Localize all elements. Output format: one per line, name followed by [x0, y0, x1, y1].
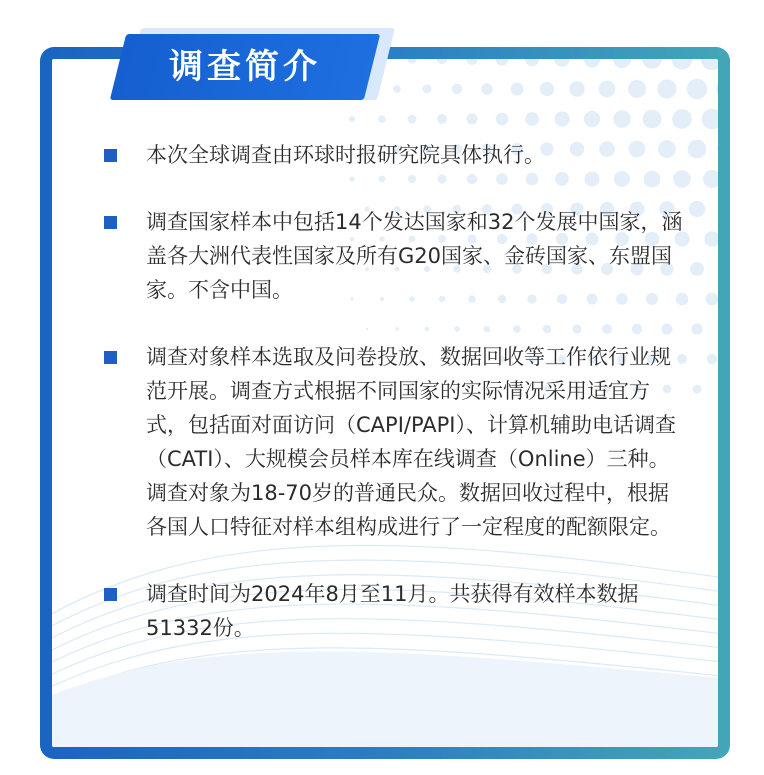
decor-dot — [691, 323, 702, 334]
decor-dot — [511, 83, 524, 96]
decor-dot — [452, 84, 462, 94]
decor-dot — [393, 85, 401, 93]
list-item-text: 调查国家样本中包括14个发达国家和32个发展中国家，涵盖各大洲代表性国家及所有G20国家、金砖国家、东盟国家。不含中国。 — [146, 210, 683, 302]
decor-dot — [707, 354, 717, 364]
decor-dot — [525, 112, 539, 126]
decor-dot — [496, 113, 509, 126]
title-tab — [118, 22, 386, 100]
decor-dot — [643, 110, 662, 129]
decor-dot — [688, 140, 707, 159]
decor-dot — [525, 59, 539, 66]
decor-dot — [672, 59, 693, 69]
decor-dot — [717, 139, 718, 158]
decor-dot — [693, 385, 702, 394]
decor-dot — [690, 262, 704, 276]
list-item-text: 调查时间为2024年8月至11月。共获得有效样本数据51332份。 — [146, 582, 639, 640]
list-item — [104, 340, 684, 544]
decor-dot — [378, 115, 385, 122]
list-item — [104, 205, 684, 307]
square-bullet-icon — [104, 149, 117, 162]
decor-dot — [437, 59, 447, 64]
page-title: 调查简介 — [169, 47, 321, 87]
decor-dot — [703, 170, 718, 188]
decor-dot — [481, 83, 493, 95]
decor-dot — [554, 111, 569, 126]
decor-dot — [702, 109, 718, 129]
decor-dot — [628, 80, 646, 98]
decor-dot — [407, 59, 416, 64]
list-item — [104, 138, 684, 172]
square-bullet-icon — [104, 216, 117, 229]
bullet-list — [104, 138, 684, 678]
decor-dot — [437, 114, 447, 124]
square-bullet-icon — [104, 351, 117, 364]
decor-dot — [408, 115, 417, 124]
list-item — [104, 577, 684, 645]
decor-dot — [672, 109, 692, 129]
decor-dot — [423, 85, 432, 94]
decor-dot — [704, 231, 718, 246]
decor-dot — [584, 111, 600, 127]
decor-dot — [599, 81, 616, 98]
list-item-text: 调查对象样本选取及问卷投放、数据回收等工作依行业规范开展。调查方式根据不同国家的实际情况采用适宜方式，包括面对面访问（CAPI/PAPI）、计算机辅助电话调查（CATI）、大规模会员样本库在线调查（Online）三种。调查对象为18-70岁的普通民众。数据回收过程中，根据各国人口特征对样本组构成进行了一定程度的配额限定。 — [146, 345, 677, 539]
decor-dot — [349, 116, 355, 122]
decor-dot — [466, 59, 478, 65]
decor-dot — [554, 59, 570, 67]
decor-dot — [701, 59, 718, 70]
decor-dot — [706, 293, 718, 306]
decor-dot — [642, 59, 662, 69]
list-item-text: 本次全球调查由环球时报研究院具体执行。 — [146, 143, 545, 167]
decor-dot — [496, 59, 509, 66]
square-bullet-icon — [104, 588, 117, 601]
decor-dot — [657, 79, 676, 98]
decor-dot — [687, 79, 707, 99]
decor-dot — [569, 81, 584, 96]
decor-dot — [540, 82, 554, 96]
decor-dot — [716, 78, 718, 100]
decor-dot — [584, 59, 601, 67]
decor-dot — [466, 113, 477, 124]
decor-dot — [613, 59, 631, 68]
decor-dot — [689, 201, 705, 217]
decor-dot — [613, 110, 631, 128]
